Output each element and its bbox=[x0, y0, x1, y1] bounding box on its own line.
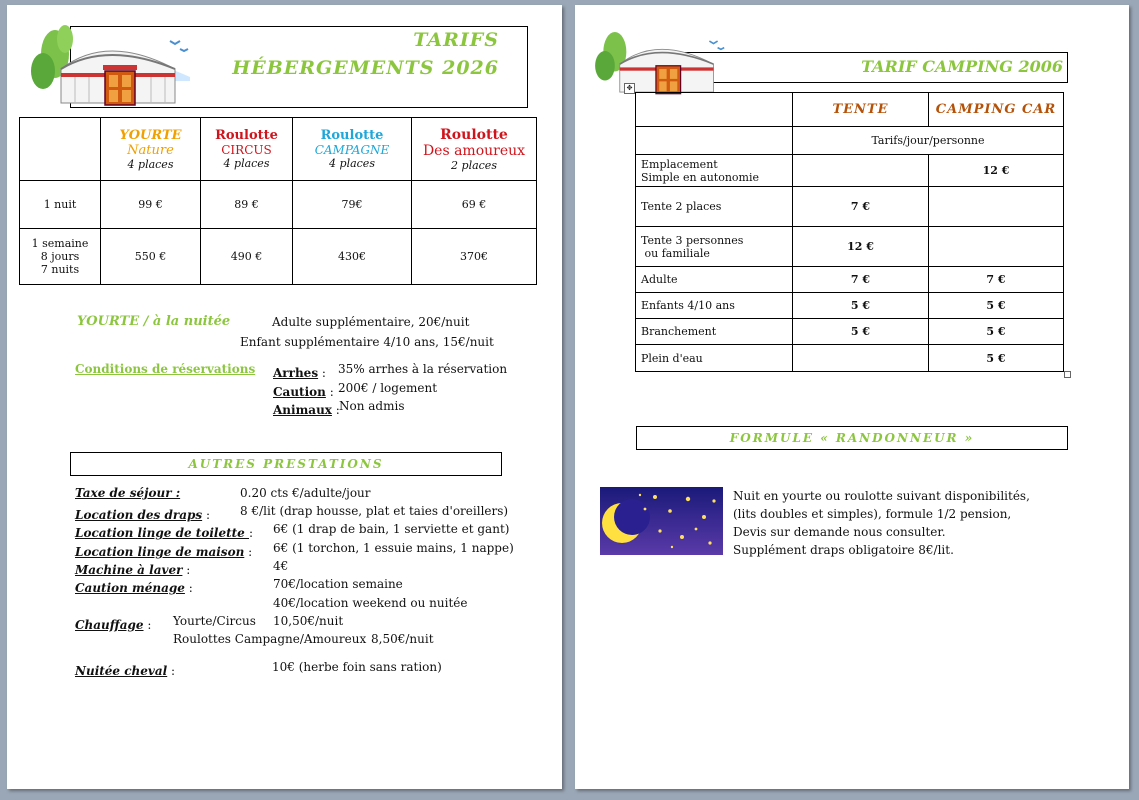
camping-table-corner bbox=[636, 93, 793, 127]
row-label: 1 nuit bbox=[20, 181, 101, 229]
chauffage-sep: : bbox=[143, 618, 152, 632]
draps-value: 8 €/lit (drap housse, plat et taies d'oreillers) bbox=[240, 504, 509, 518]
yourte-nuitee-line1: Adulte supplémentaire, 20€/nuit bbox=[272, 315, 470, 329]
chauffage-line2-b: 8,50€/nuit bbox=[371, 632, 434, 646]
camping-table bbox=[635, 92, 1064, 372]
condition-value: 200€ / logement bbox=[338, 381, 438, 395]
col-sub: CIRCUS bbox=[221, 143, 272, 157]
yourte-nuitee-title: YOURTE / à la nuitée bbox=[77, 314, 231, 329]
camping-row-label: Tente 2 places bbox=[636, 187, 793, 227]
yurt-icon bbox=[583, 23, 733, 97]
tente-cell: 7 € bbox=[793, 187, 929, 227]
camping-subheader: Tarifs/jour/personne bbox=[793, 127, 1064, 155]
yourte-nuitee-line2: Enfant supplémentaire 4/10 ans, 15€/nuit bbox=[240, 335, 494, 349]
condition-sep: : bbox=[325, 385, 334, 399]
cheval-label: Nuitée cheval bbox=[75, 664, 168, 678]
price-col-yourte bbox=[101, 118, 201, 181]
camping-row-label bbox=[636, 227, 793, 267]
price-cell: 370€ bbox=[412, 229, 537, 285]
chauffage-row-label bbox=[75, 614, 151, 633]
camping-row-label: Enfants 4/10 ans bbox=[636, 293, 793, 319]
price-col-campagne bbox=[293, 118, 412, 181]
condition-sep: : bbox=[331, 403, 340, 417]
camping-row-label: Plein d'eau bbox=[636, 345, 793, 372]
header-title-line1: TARIFS bbox=[413, 29, 499, 51]
col-name: YOURTE bbox=[119, 127, 182, 143]
camping-row bbox=[636, 155, 1064, 187]
col-cap: 4 places bbox=[329, 157, 375, 170]
col-cap: 2 places bbox=[451, 158, 497, 172]
label-line: Tente 3 personnes bbox=[641, 233, 744, 247]
price-row-semaine bbox=[20, 229, 537, 285]
move-handle-icon[interactable]: ✥ bbox=[624, 83, 635, 94]
toilette-value: 6€ (1 drap de bain, 1 serviette et gant) bbox=[273, 522, 510, 536]
camping-col-car: CAMPING CAR bbox=[929, 93, 1064, 127]
tente-cell: 7 € bbox=[793, 267, 929, 293]
taxe-label: Taxe de séjour : bbox=[75, 486, 181, 500]
price-row-nuit bbox=[20, 181, 537, 229]
maison-value: 6€ (1 torchon, 1 essuie mains, 1 nappe) bbox=[273, 541, 514, 555]
camping-row-label bbox=[636, 155, 793, 187]
machine-value: 4€ bbox=[273, 559, 289, 573]
taxe-value: 0.20 cts €/adulte/jour bbox=[240, 486, 371, 500]
car-cell bbox=[929, 187, 1064, 227]
price-cell: 550 € bbox=[101, 229, 201, 285]
label-line: Simple en autonomie bbox=[641, 170, 759, 184]
col-sub: CAMPAGNE bbox=[314, 143, 390, 157]
page-right bbox=[575, 5, 1129, 789]
row-label bbox=[20, 229, 101, 285]
condition-label: Arrhes bbox=[273, 366, 319, 380]
label-line: Emplacement bbox=[641, 157, 718, 171]
cheval-sep: : bbox=[167, 664, 176, 678]
cheval-row-label bbox=[75, 660, 175, 679]
price-table-corner bbox=[20, 118, 101, 181]
cheval-value: 10€ (herbe foin sans ration) bbox=[272, 660, 442, 674]
maison-sep: : bbox=[244, 545, 253, 559]
menage-label: Caution ménage bbox=[75, 581, 185, 595]
formule-title-box bbox=[636, 426, 1068, 450]
car-cell: 5 € bbox=[929, 319, 1064, 345]
machine-label: Machine à laver bbox=[75, 563, 183, 577]
draps-row-label bbox=[75, 504, 210, 523]
label-line: ou familiale bbox=[641, 246, 710, 260]
col-cap: 4 places bbox=[127, 157, 174, 171]
header-title-line2: HÉBERGEMENTS 2026 bbox=[232, 57, 499, 79]
autres-title-box bbox=[70, 452, 502, 476]
col-sub: Des amoureux bbox=[422, 142, 526, 159]
formule-line3: Devis sur demande nous consulter. bbox=[733, 525, 946, 539]
camping-row bbox=[636, 187, 1064, 227]
condition-label: Caution bbox=[273, 385, 326, 399]
camping-row bbox=[636, 293, 1064, 319]
condition-caution bbox=[273, 381, 334, 400]
tente-cell: 5 € bbox=[793, 319, 929, 345]
camping-col-tente: TENTE bbox=[793, 93, 929, 127]
camping-title: TARIF CAMPING 2006 bbox=[861, 57, 1063, 76]
price-cell: 89 € bbox=[201, 181, 293, 229]
formule-title: FORMULE « RANDONNEUR » bbox=[729, 431, 975, 445]
price-cell: 430€ bbox=[293, 229, 412, 285]
col-name: Roulotte bbox=[440, 126, 508, 143]
menage-row-label bbox=[75, 577, 193, 596]
formule-line2: (lits doubles et simples), formule 1/2 pension, bbox=[733, 507, 1012, 521]
camping-row bbox=[636, 319, 1064, 345]
car-cell bbox=[929, 227, 1064, 267]
toilette-sep: : bbox=[248, 526, 254, 540]
resize-handle[interactable] bbox=[1064, 371, 1071, 378]
price-cell: 99 € bbox=[101, 181, 201, 229]
condition-arrhes bbox=[273, 362, 326, 381]
menage-value1: 70€/location semaine bbox=[273, 577, 403, 591]
chauffage-line1-a: Yourte/Circus bbox=[173, 614, 256, 628]
formule-line1: Nuit en yourte ou roulotte suivant disponibilités, bbox=[733, 489, 1030, 503]
tente-cell bbox=[793, 155, 929, 187]
camping-row-label: Adulte bbox=[636, 267, 793, 293]
col-cap: 4 places bbox=[223, 157, 270, 170]
car-cell: 5 € bbox=[929, 293, 1064, 319]
col-name: Roulotte bbox=[320, 128, 384, 143]
moon-stars-icon bbox=[600, 487, 723, 555]
camping-row bbox=[636, 267, 1064, 293]
chauffage-line1-b: 10,50€/nuit bbox=[273, 614, 344, 628]
condition-sep: : bbox=[318, 366, 326, 380]
machine-sep: : bbox=[182, 563, 191, 577]
tente-cell bbox=[793, 345, 929, 372]
row-label-line: 1 semaine bbox=[31, 237, 89, 250]
maison-label: Location linge de maison bbox=[75, 545, 245, 559]
camping-row bbox=[636, 227, 1064, 267]
condition-value: Non admis bbox=[339, 399, 405, 413]
formule-line4: Supplément draps obligatoire 8€/lit. bbox=[733, 543, 954, 557]
col-name: Roulotte bbox=[215, 128, 278, 143]
row-label-line: 7 nuits bbox=[40, 263, 80, 276]
row-label-line: 8 jours bbox=[40, 250, 80, 263]
price-table bbox=[19, 117, 537, 285]
draps-label: Location des draps bbox=[75, 508, 203, 522]
toilette-row-label bbox=[75, 522, 253, 541]
tente-cell: 12 € bbox=[793, 227, 929, 267]
condition-animaux bbox=[273, 399, 340, 418]
price-col-circus bbox=[201, 118, 293, 181]
draps-sep: : bbox=[202, 508, 210, 522]
chauffage-label: Chauffage bbox=[75, 618, 144, 632]
camping-row-label: Branchement bbox=[636, 319, 793, 345]
price-col-amoureux bbox=[412, 118, 537, 181]
col-sub: Nature bbox=[127, 142, 174, 158]
car-cell: 12 € bbox=[929, 155, 1064, 187]
toilette-label: Location linge de toilette bbox=[75, 526, 249, 540]
price-cell: 79€ bbox=[293, 181, 412, 229]
machine-row-label bbox=[75, 559, 190, 578]
menage-sep: : bbox=[184, 581, 193, 595]
price-cell: 69 € bbox=[412, 181, 537, 229]
condition-label: Animaux bbox=[273, 403, 332, 417]
tente-cell: 5 € bbox=[793, 293, 929, 319]
conditions-title: Conditions de réservations bbox=[75, 362, 256, 376]
camping-row bbox=[636, 345, 1064, 372]
camping-sub-empty bbox=[636, 127, 793, 155]
menage-value2: 40€/location weekend ou nuitée bbox=[273, 596, 468, 610]
price-cell: 490 € bbox=[201, 229, 293, 285]
chauffage-line2-a: Roulottes Campagne/Amoureux bbox=[173, 632, 367, 646]
condition-value: 35% arrhes à la réservation bbox=[338, 362, 508, 376]
yurt-icon bbox=[25, 19, 190, 109]
maison-row-label bbox=[75, 541, 252, 560]
page-left bbox=[7, 5, 562, 789]
car-cell: 5 € bbox=[929, 345, 1064, 372]
autres-title: AUTRES PRESTATIONS bbox=[188, 457, 384, 471]
car-cell: 7 € bbox=[929, 267, 1064, 293]
